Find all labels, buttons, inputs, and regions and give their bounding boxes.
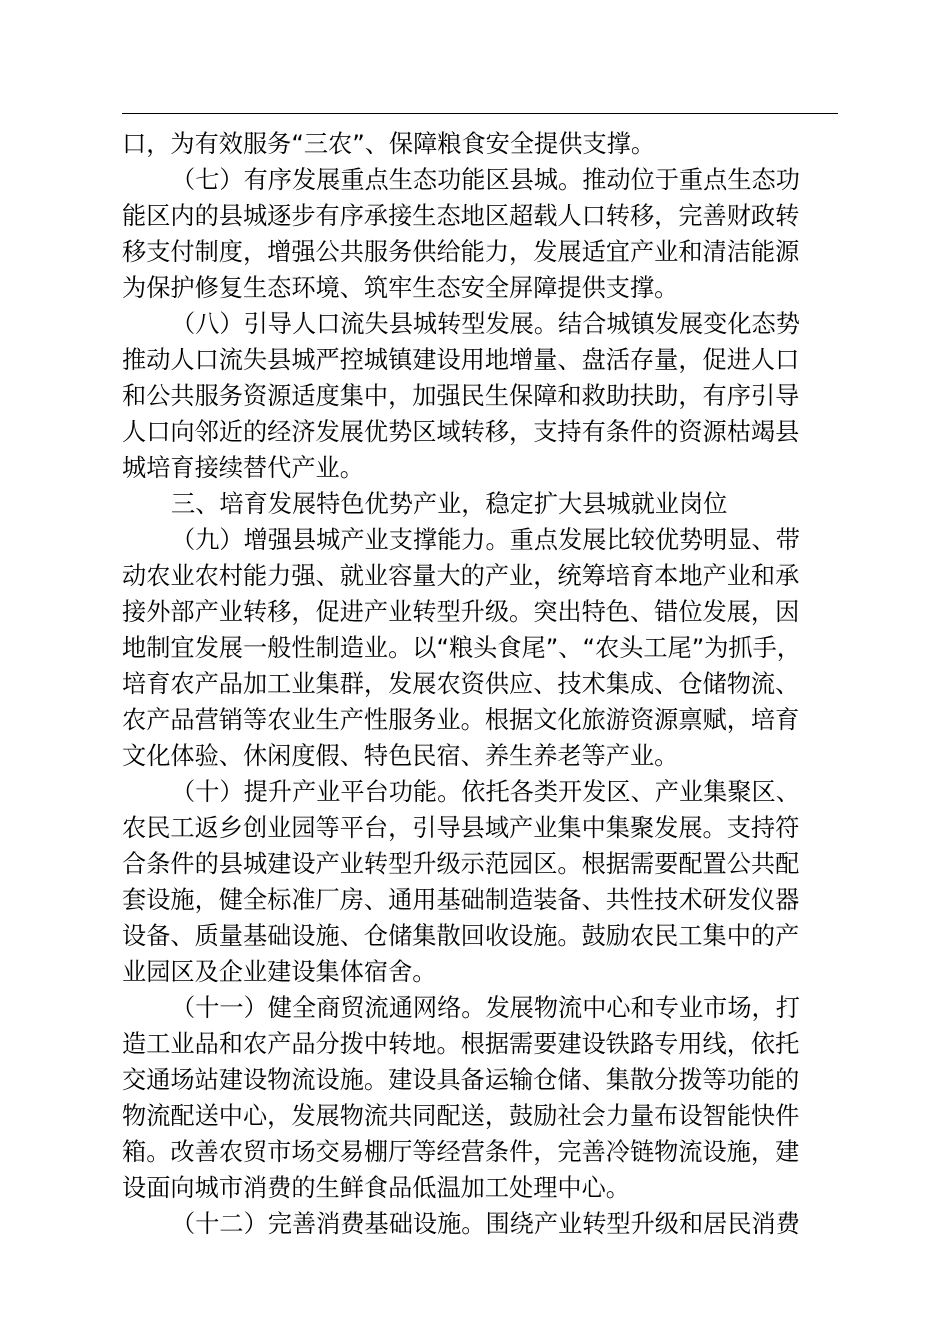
section-heading-12: （十二）完善消费基础设施。围绕产业转型升级和居民消费: [171, 1210, 800, 1238]
section-heading-7: （七）有序发展重点生态功能区县城。推动位于重点生态功: [171, 166, 800, 194]
chapter-heading-3: 三、培育发展特色优势产业，稳定扩大县城就业岗位: [171, 490, 728, 518]
text-line: 箱。改善农贸市场交易棚厅等经营条件，完善冷链物流设施，建: [122, 1138, 800, 1166]
text-line: 能区内的县城逐步有序承接生态地区超载人口转移，完善财政转: [122, 202, 800, 230]
text-line: 和公共服务资源适度集中，加强民生保障和救助扶助，有序引导: [122, 382, 800, 410]
text-line: 为保护修复生态环境、筑牢生态安全屏障提供支撑。: [122, 274, 679, 302]
text-line: 交通场站建设物流设施。建设具备运输仓储、集散分拨等功能的: [122, 1066, 800, 1094]
section-heading-8: （八）引导人口流失县城转型发展。结合城镇发展变化态势: [171, 310, 800, 338]
text-line: 业园区及企业建设集体宿舍。: [122, 958, 437, 986]
header-rule: [122, 113, 838, 114]
section-heading-11: （十一）健全商贸流通网络。发展物流中心和专业市场，打: [171, 994, 800, 1022]
text-line: 地制宜发展一般性制造业。以“粮头食尾”、“农头工尾”为抓手，: [122, 634, 801, 662]
text-line: 套设施，健全标准厂房、通用基础制造装备、共性技术研发仪器: [122, 886, 800, 914]
text-line: 农民工返乡创业园等平台，引导县域产业集中集聚发展。支持符: [122, 814, 800, 842]
text-line: 农产品营销等农业生产性服务业。根据文化旅游资源禀赋，培育: [122, 706, 800, 734]
text-line: 设备、质量基础设施、仓储集散回收设施。鼓励农民工集中的产: [122, 922, 800, 950]
text-line: 城培育接续替代产业。: [122, 454, 364, 482]
section-heading-10: （十）提升产业平台功能。依托各类开发区、产业集聚区、: [171, 778, 800, 806]
text-line: 移支付制度，增强公共服务供给能力，发展适宜产业和清洁能源: [122, 238, 800, 266]
text-line: 培育农产品加工业集群，发展农资供应、技术集成、仓储物流、: [122, 670, 800, 698]
text-line: 设面向城市消费的生鲜食品低温加工处理中心。: [122, 1174, 630, 1202]
text-line: 动农业农村能力强、就业容量大的产业，统筹培育本地产业和承: [122, 562, 800, 590]
text-line: 物流配送中心，发展物流共同配送，鼓励社会力量布设智能快件: [122, 1102, 800, 1130]
section-heading-9: （九）增强县城产业支撑能力。重点发展比较优势明显、带: [171, 526, 800, 554]
text-line: 文化体验、休闲度假、特色民宿、养生养老等产业。: [122, 742, 679, 770]
text-line: 人口向邻近的经济发展优势区域转移，支持有条件的资源枯竭县: [122, 418, 800, 446]
text-line: 推动人口流失县城严控城镇建设用地增量、盘活存量，促进人口: [122, 346, 800, 374]
text-line: 接外部产业转移，促进产业转型升级。突出特色、错位发展，因: [122, 598, 800, 626]
document-body: [122, 126, 838, 1242]
text-line: 口，为有效服务“三农”、保障粮食安全提供支撑。: [122, 130, 656, 158]
text-line: 造工业品和农产品分拨中转地。根据需要建设铁路专用线，依托: [122, 1030, 800, 1058]
text-line: 合条件的县城建设产业转型升级示范园区。根据需要配置公共配: [122, 850, 800, 878]
